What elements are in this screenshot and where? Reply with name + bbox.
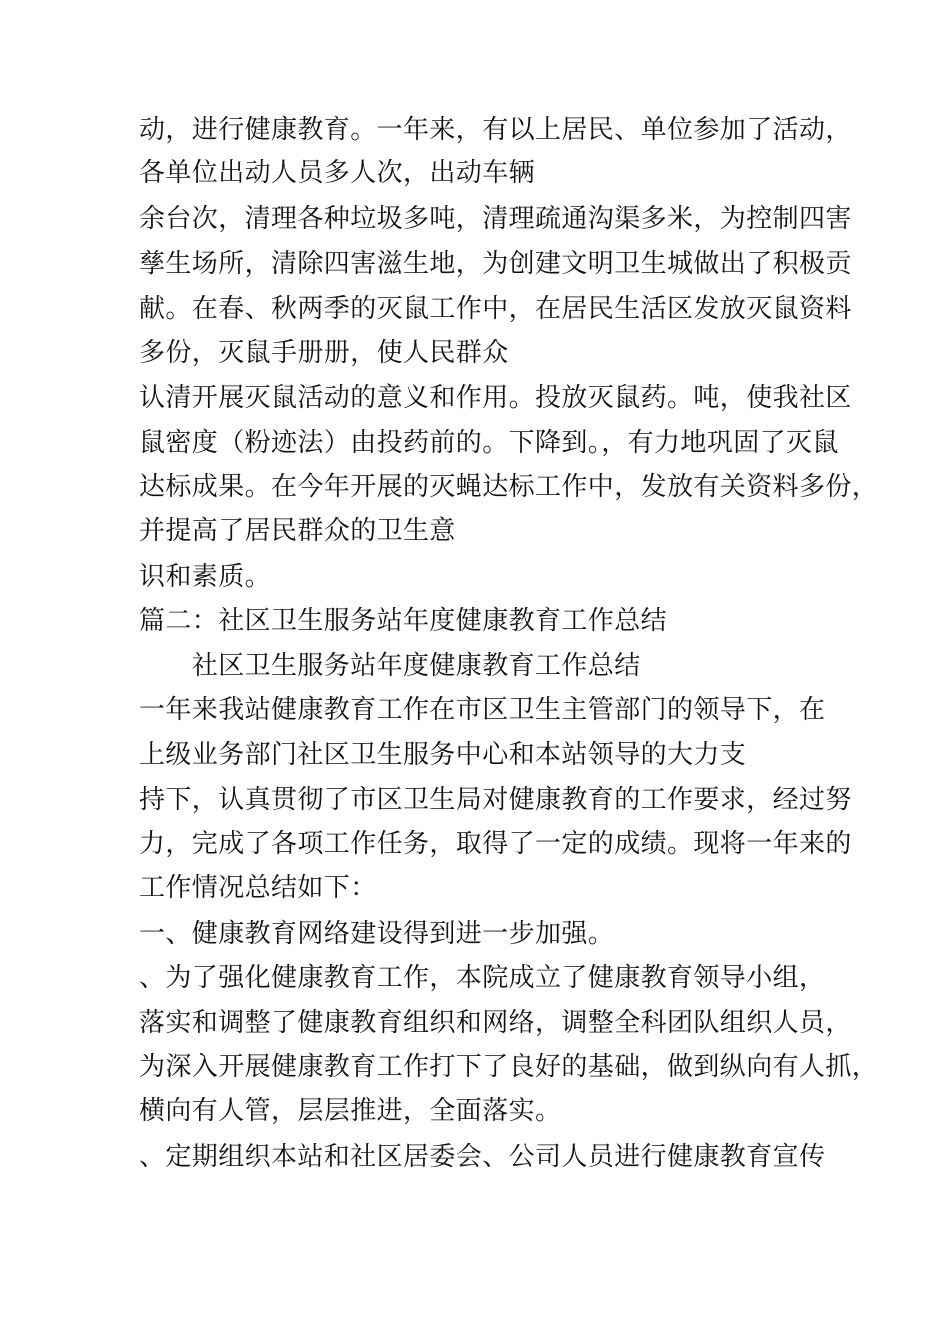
document-title: 社区卫生服务站年度健康教育工作总结 xyxy=(139,651,641,681)
text-line: 、定期组织本站和社区居委会、公司人员进行健康教育宣传 xyxy=(139,1142,826,1172)
text-line: 认清开展灭鼠活动的意义和作用。投放灭鼠药。吨，使我社区 xyxy=(139,383,852,413)
text-line: 各单位出动人员多人次，出动车辆 xyxy=(139,158,536,188)
text-line: 横向有人管，层层推进，全面落实。 xyxy=(139,1096,562,1126)
text-line: 力，完成了各项工作任务，取得了一定的成绩。现将一年来的 xyxy=(139,829,852,859)
text-line: 为深入开展健康教育工作打下了良好的基础，做到纵向有人抓， xyxy=(139,1052,879,1082)
text-line: 多份，灭鼠手册册，使人民群众 xyxy=(139,338,509,368)
text-line: 孳生场所，清除四害滋生地，为创建文明卫生城做出了积极贡 xyxy=(139,249,852,279)
text-line: 鼠密度（粉迹法）由投药前的。下降到。，有力地巩固了灭鼠 xyxy=(139,428,839,458)
text-line: 一年来我站健康教育工作在市区卫生主管部门的领导下，在 xyxy=(139,695,826,725)
text-line: 、为了强化健康教育工作，本院成立了健康教育领导小组， xyxy=(139,963,826,993)
text-line: 达标成果。在今年开展的灭蝇达标工作中，发放有关资料多份， xyxy=(139,472,879,502)
section-heading: 一、健康教育网络建设得到进一步加强。 xyxy=(139,919,615,949)
text-line: 落实和调整了健康教育组织和网络，调整全科团队组织人员， xyxy=(139,1008,852,1038)
text-line: 持下，认真贯彻了市区卫生局对健康教育的工作要求，经过努 xyxy=(139,785,852,815)
text-line: 余台次，清理各种垃圾多吨，清理疏通沟渠多米，为控制四害 xyxy=(139,204,852,234)
text-line: 工作情况总结如下： xyxy=(139,873,377,903)
text-line: 动，进行健康教育。一年来，有以上居民、单位参加了活动， xyxy=(139,115,852,145)
section-title: 篇二：社区卫生服务站年度健康教育工作总结 xyxy=(139,606,668,636)
text-line: 上级业务部门社区卫生服务中心和本站领导的大力支 xyxy=(139,740,747,770)
text-line: 献。在春、秋两季的灭鼠工作中，在居民生活区发放灭鼠资料 xyxy=(139,294,852,324)
text-line: 识和素质。 xyxy=(139,562,272,592)
text-line: 并提高了居民群众的卫生意 xyxy=(139,516,456,546)
